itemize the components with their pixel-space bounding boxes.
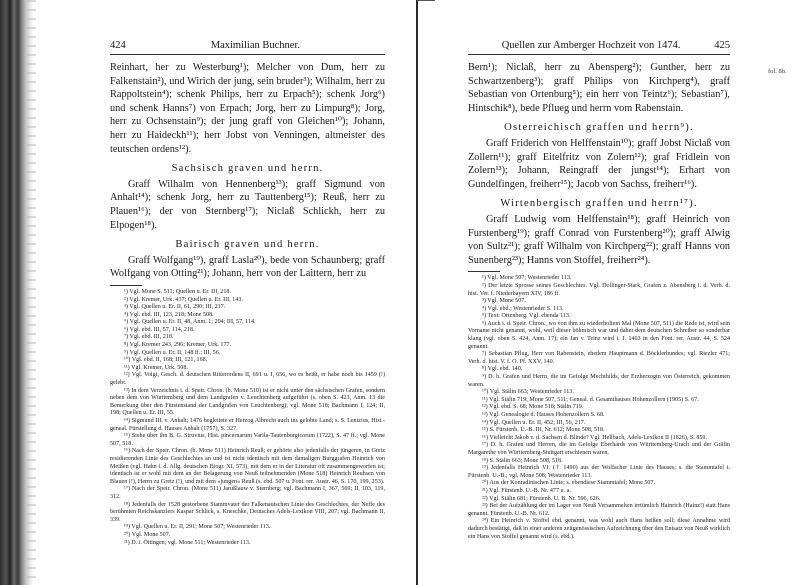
footnote: ²¹) D. i. Öttingen; vgl. Mone 511; Westenrieder 113.: [124, 539, 251, 546]
section-paragraph: Graff Wolfgang¹⁹), graff Lasla²⁰), bede von Schaunberg; graff Wolfgang von Otting²¹); Johann, herr von der Laittern, herr zu: [110, 254, 385, 280]
footnote: ⁷) Sebastian Pflug, Herr von Rabenstein, ehedem Hauptmann d. Böcklerbundes; vgl. Riezler 471; Verh. d. hist. V. f. O. Pf. XXV, 140.: [468, 351, 730, 365]
footnote: ²) Vgl. Kremer, Urk. 437; Quellen u. Er. III, 143.: [124, 296, 243, 303]
footnotes: [468, 275, 730, 541]
footnote: ²³) Bei der Aufzählung der im Lager von Neuß Versammelten irrtümlich Hainrich (Hainz!) statt Hans genannt. Fürstenb. U.-B. Nr. 612.: [468, 503, 730, 517]
footnote: ³) Vgl. Mone 507.: [482, 298, 526, 305]
section-heading: Osterreichisch graffen und herrn⁹).: [504, 122, 694, 134]
footnote: ⁴) Vgl. ebd. III, 123, 218; Mone 508.: [124, 311, 214, 318]
section-heading: Bairisch graven und herrn.: [175, 239, 320, 251]
footnote: ²) Der letzte Sprosse seines Geschlechtes. Vgl. Dollinger-Stark, Grafen z. Abensberg i. d. Verh. d. hist. Ver. f. Niederbayern XIV, 186 ff.: [468, 282, 730, 297]
running-header: [110, 40, 385, 55]
footnote: ²⁰) Aus der Konradinischen Linie; s. ebendiese Stammtafel; Mone 507.: [482, 480, 655, 487]
footnote: ¹⁶) Vielleicht Jakob v. d. Sachsen d. Blinde? Vgl. Hellbach, Adels-Lexikon II (1826), S. 859.: [482, 434, 708, 441]
footnote: ⁴) Vgl. ebd.; Westenrieder S. 113.: [482, 305, 564, 312]
section-paragraph: Graff Ludwig vom Helffenstain¹⁸); graff Heinrich von Furstenberg¹⁹); graff Conrad von Furstenberg²⁰); graff Alwig von Sultz²¹); graff Wilhalm von Kirchperg²²); graff Hanns von Sunenberg²³); Hanns von Stoffel, freiherr²⁴).: [468, 213, 730, 266]
section-paragraph: Graff Friderich von Helffenstain¹⁰); graff Jobst Niclaß von Zollern¹¹); graff Eitelfritz von Zolern¹²); graf Fridlein von Zolern¹³); Johann, Reingraff der jungst¹⁴); Erhart von Gundelfingen, freiherr¹⁵); Jacob von Sachss, freiherr¹⁶).: [468, 137, 730, 190]
footnote: ¹⁰) Vgl. Stälin 663; Westenrieder 113.: [482, 389, 574, 396]
footnote: ⁶) Vgl. ebd. III, 57, 114, 218.: [124, 326, 195, 333]
footnote: ¹⁴) Vgl. Quellen u. Er. II, 452; III, 56, 217.: [482, 419, 586, 426]
running-title: Maximilian Buchner.: [210, 40, 300, 51]
intro-paragraph: Reinhart, her zu Westerburg¹); Melcher von Dum, herr zu Falkenstain²), und Wirich der jung, sein bruder³); Wilhalm, herr zu Rappoltstein⁴); schenk Philips, herr zu Erpach⁵); schenk Jorg⁶) und schenk Hanns⁷) von Erpach; Jorg, herr zu Limpurg⁸); Jorg, herr zu Ochsenstain⁹); der jung graff von Gleichen¹⁰); Johann, herr zu Haideckh¹¹); herr Jobst von Venningen, altmeister des teutschen ordens¹²).: [110, 62, 385, 155]
footnote: ¹³) Vgl. Genealogie d. Hauses Hohenzollern S. 68.: [482, 412, 605, 418]
margin-note-folio: fol. 8b.: [768, 68, 787, 75]
footnote: ⁸) Vgl. ebd. 140.: [482, 366, 523, 373]
footnote: ¹³) In dem Verzeichnis i. d. Speir. Chron. (b. Mone 510) ist er nicht unter den sächsischen Grafen, sondern neben dem von Württemberg und dem Landgrafen v. Leuchtenberg aufgeführt (s. oben S. 423, Anm. 13 die Bemerkung über den Fürstenstand der Landgrafen von Leuchtenberg); vgl. Mone 518; Bachmann I, 124; II, 198; Quellen u. Er. III, 55.: [110, 387, 385, 417]
footnote: ¹⁴) Sigmund III. v. Anhalt; 1476 begleitete er Herzog Albrecht auch ins gelobte Land; s. S. Lentzius, Hist.-geneal. Fürstellung d. Hauses Anhalt (1757), S. 327.: [110, 418, 385, 432]
footnote: ¹¹) Vgl. Kremer, Urk. 508.: [124, 364, 188, 371]
section-paragraph: Graff Wilhalm von Hennenberg¹³); graff Sigmund von Anhalt¹⁴); schenk Jorg, herr zu Tauttenberg¹⁵); Reuß, herr zu Plauen¹⁶); der von Sternberg¹⁷); Niclaß Schlickh, herr zu Elpogen¹⁸).: [110, 178, 385, 231]
page-number: 424: [110, 40, 126, 51]
footnote: ⁹) D. h. Grafen und Herrn, die im Gefolge Mechthilds, der Erzherzogin von Österreich, gekommen waren.: [468, 374, 730, 388]
footnote: ¹⁵) S. Fürstenb. U.-B. III, Nr. 612; Mone 508, 518.: [482, 427, 605, 434]
footnote: ¹⁹) Jedenfalls Heinrich VI. († 1490) aus der Wolfacher Linie des Hauses; s. die Stammtafel i. Fürstenb. U.-B.; vgl. Mone 508; Westenrieder 113.: [468, 465, 730, 479]
footnote: ²⁰) Vgl. Mone 507.: [124, 531, 171, 538]
footnote: ³) Vgl. Quellen u. Er. II, 61, 290; III, 217.: [124, 304, 226, 311]
footnote: ⁹) Vgl. Quellen u. Er. II, 148 ff.; III, 56.: [124, 349, 221, 356]
left-page: [110, 40, 385, 547]
footnote: ⁵) Vgl. Quellen u. Er. II, 48, Anm. 1; 204; III, 57, 114.: [124, 319, 256, 326]
footnotes: [110, 289, 385, 547]
page-stack-edge: [24, 0, 36, 585]
footnote: ¹) Vgl. Mone S. 511; Quellen u. Er. III, 218.: [124, 288, 231, 295]
footnote: ¹⁹) Vgl. Quellen u. Er. II, 291; Mone 507; Westenrieder 113.: [124, 524, 271, 531]
footnote: ²¹) Vgl. Fürstenb. U.-B. Nr. 477 u. a.: [482, 487, 571, 494]
footnote: ¹) Vgl. Mone 507; Westenrieder 113.: [482, 275, 572, 282]
footnote: ⁸) Vgl. Kremer 243, 296; Kremer, Urk. 177.: [124, 342, 232, 349]
footnote-rule: [110, 285, 142, 286]
footnote: ⁶) Auch i. d. Speir. Chron., wo von ihm zu wiederholtem Mal (Mone 507, 511) die Rede ist, wird sein Vorname nicht genannt, wohl, weil dieser böhmisch war und daher dem deutschen Schreiber so sonderbar klang (vgl. oben S. 424, Anm. 17); ein Jan v. Teinz wird i. J. 1463 in den Font. rer. Austr. 44, S. 524 genannt.: [468, 320, 730, 350]
footnote: ⁷) Vgl. ebd. III, 218.: [124, 334, 174, 341]
section-heading: Sachsisch graven und herrn.: [171, 163, 324, 175]
running-header: [468, 40, 730, 55]
body-text: [468, 61, 730, 267]
footnote: ²⁴) Ein Heinrich v. Stoffel ebd. genannt, was wohl auch Hans heißen soll; diese Annahme wird dadurch bestätigt, daß in einer anderen zeitgenössischen Aufzeichnung über den Entsatz von Neuß wirklich ein Hans von Stoffel genannt wird (s. ebd.).: [468, 518, 730, 540]
footnote-rule: [468, 271, 500, 272]
gutter-line: [416, 0, 418, 585]
section-heading: Wirtenbergisch graffen und herrn¹⁷).: [500, 198, 698, 210]
gutter-top-mark: [417, 0, 435, 1]
footnote: ¹⁸) Jedenfalls der 1528 gestorbene Stammvater der Falkenauischen Linie des Geschlechtes, der Neffe des berühmten Reichskanzlers Kaspar Schlick, s. Kneschke, Deutsches Adels-Lexikon VIII, 207; vgl. Bachmann II, 339.: [110, 501, 385, 523]
intro-paragraph: Bern¹); Niclaß, herr zu Abensperg²); Gunther, herr zu Schwartzenberg³); graff Philips von Kirchperg⁴), graff Sebastian von Ortenburg⁵); ein herr von Teintz⁶); Sebastian⁷), Hintschik⁸), bede Pflueg und herrn vom Rabenstain.: [468, 62, 730, 114]
footnote: ⁵) Text: Ortenberg. Vgl. ebenda 113.: [482, 313, 571, 320]
page-number: 425: [714, 40, 730, 51]
footnote: ¹¹) Vgl. Stälin 719; Mone 507, 511; Geneal. d. Gesamthauses Hohenzollern (1905) S. 67.: [482, 396, 699, 403]
footnote: ¹⁰) Vgl. ebd. II, 168; III, 121, 168.: [124, 357, 208, 364]
footnote: ²²) Vgl. Stälin 681; Fürstenb. U. B. Nr. 596, 626.: [482, 495, 601, 502]
footnote: ¹⁵) Siehe über ihn B. G. Struvius, Hist. pincernarum Varila-Tautenburgicorum (1722), S. 47 ff.; vgl. Mone 507, 518.: [110, 433, 385, 447]
footnote: ¹²) Vgl. Voigt, Gesch. d. deutschen Ritterordens II, 691 u. I, 656, wo es heißt, er habe noch bis 1459 (!) gelebt.: [110, 372, 385, 387]
footnote: ¹⁸) S. Stälin 663; Mone 508, 518.: [482, 457, 563, 464]
body-text: [110, 61, 385, 281]
footnote: ¹²) Vgl. ebd. S. 68; Mone 518; Stälin 719.: [482, 404, 584, 411]
footnote: ¹⁶) Nach der Speir. Chron. (b. Mone 511) Heinrich Reuß; er gehörte also jedenfalls der jüngeren, in Greiz residierenden Linie des Geschlechtes an und ist nicht identisch mit dem damaligen Burggrafen Heinrich von Meißen (vgl. Hahn i. d. Allg. deutschen Biogr. XI, 573), mit dem er in der Literatur oft zusammengeworfen ist; identisch ist er wohl mit dem an der Belagerung von Neuß teilnehmenden (Mone 518) Heinrich Reuhsen von Blauen (!), Herrn zu Gretz (!), und mit dem »jungen« Reuß (s. ebd. 507 u. Font. rer. Austr. 46, S. 170, 199, 253).: [110, 448, 385, 485]
footnote: ¹⁷) Nach der Speir. Chron. (Mone 511) Jarußlauw v. Sternberg; vgl. Bachmann I, 367, 569; II, 103, 119, 312.: [110, 486, 385, 500]
right-page: [468, 40, 730, 541]
running-title: Quellen zur Amberger Hochzeit von 1474.: [501, 40, 681, 51]
footnote: ¹⁷) D. h. Grafen und Herren, die im Gefolge Eberhards von Württemberg-Urach und der Gräfin Margarethe von Württemberg-Stuttgart erschienen waren.: [468, 442, 730, 456]
